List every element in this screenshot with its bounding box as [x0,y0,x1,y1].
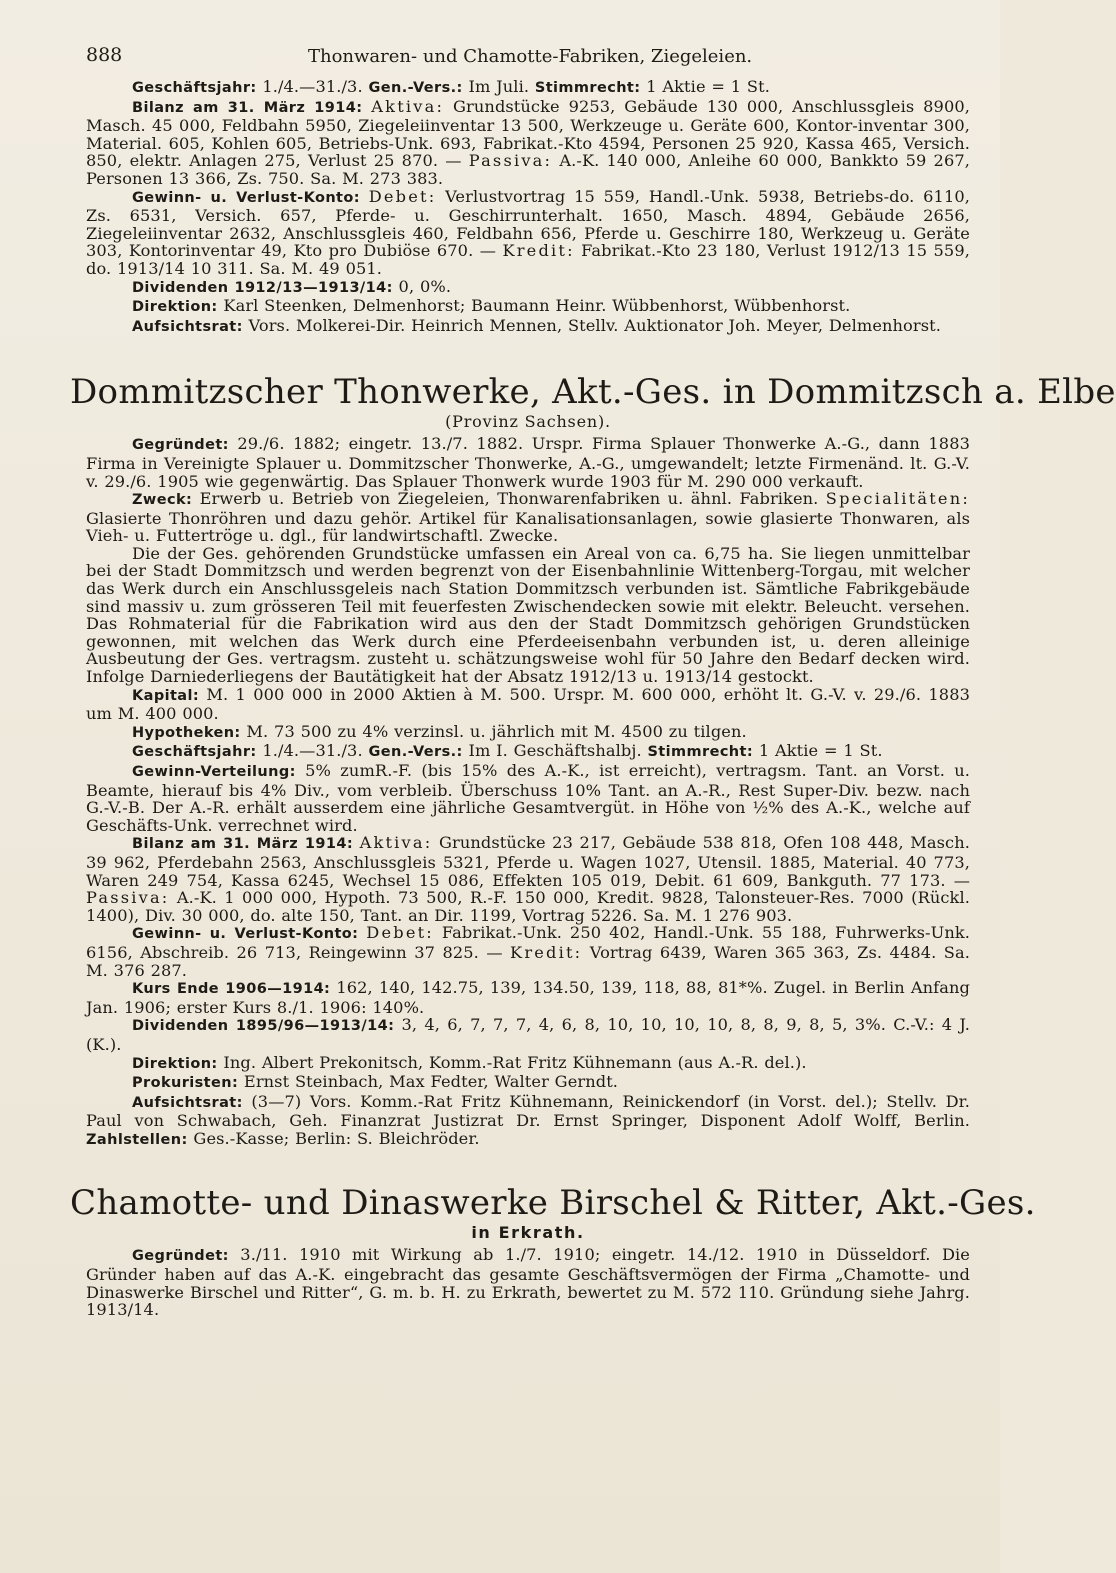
paragraph [86,924,970,979]
field-label: Gewinn-Verteilung: [132,764,296,780]
text: Fabrikat.-Unk. 250 402, Handl.-Unk. 55 188, Fuhrwerks-Unk. 6156, Abschreib. 26 713, Reingewinn 37 825. — [86,923,971,962]
running-head [86,38,970,78]
section-title: Thonwaren- und Chamotte-Fabriken, Ziegeleien. [308,46,753,67]
text: 0, 0%. [392,276,452,296]
spaced-label: Debet: [368,186,437,206]
field-label: Gewinn- u. Verlust-Konto: [132,926,359,943]
company-subtitle: in Erkrath. [471,1223,585,1243]
spaced-label: Specialitäten: [825,489,970,509]
entry-1 [86,78,970,336]
text: Karl Steenken, Delmenhorst; Baumann Heinr. Wübbenhorst, Wübbenhorst. [217,296,851,316]
paragraph [86,834,970,924]
entry-2 [70,372,1116,1149]
text: 3, 4, 6, 7, 7, 7, 4, 6, 8, 10, 10, 10, 10, 8, 8, 9, 8, 5, 3%. C.-V.: 4 J. (K.). [86,1015,970,1054]
text: Vortrag 6439, Waren 365 363, Zs. 4484. Sa. M. 376 287. [86,942,970,980]
text: A.-K. 1 000 000, Hypoth. 73 500, R.-F. 150 000, Kredit. 9828, Talonsteuer-Res. 7000 (Rückl. 1400), Div. 30 000, do. alte 150, Tant. an Dir. 1199, Vortrag 5226. Sa. M. 1 276 903. [86,888,970,925]
text: 162, 140, 142.75, 139, 134.50, 139, 118, 88, 81*%. Zugel. in Berlin Anfang Jan. 1906; erster Kurs 8./1. 1906: 140%. [86,978,971,1017]
field-label: Zahlstellen: [86,1131,188,1148]
company-subtitle: (Provinz Sachsen). [445,412,611,432]
field-label: Bilanz am 31. März 1914: [132,836,354,853]
text: 1./4.—31./3. [256,77,369,96]
field-label: Geschäftsjahr: [132,744,257,761]
field-label: Kurs Ende 1906—1914: [132,981,331,998]
paragraph: Die der Ges. gehörenden Grundstücke umfassen ein Areal von ca. 6,75 ha. Sie liegen unmittelbar bei der Stadt Dommitzsch und werden begrenzt von der Eisenbahnlinie Wittenberg-Torgau, mit welcher das Werk durch ein Anschlussgeleis nach Station Dommitzsch verbunden ist. Sämtliche Fabrikgebäude sind massiv u. zum grösseren Teil mit feuerfesten Zwischendecken sowie mit elektr. Beleucht. versehen. Das Rohmaterial für die Fabrikation wird aus den der Stadt Dommitzsch gehörigen Grundstücken gewonnen, mit welchen das Werk durch eine Pferdeeisenbahn verbunden ist, u. deren alleinige Ausbeutung der Ges. vertragsm. zusteht u. schätzungsweise wohl für 50 Jahre den Bedarf decken wird. Infolge Darniederliegens der Bautätigkeit hat der Absatz 1912/13 u. 1913/14 gestockt. [86,543,970,687]
paragraph [86,297,970,317]
field-label: Stimmrecht: [534,80,641,96]
spaced-label: Passiva: [86,888,170,908]
paragraph [86,1054,970,1074]
field-label: Prokuristen: [132,1075,239,1092]
field-label: Kapital: [132,687,200,704]
entry-3 [70,1183,1036,1320]
field-label: Direktion: [132,299,218,316]
field-label: Gegründet: [132,437,229,454]
paragraph [86,98,970,188]
text: Ing. Albert Prekonitsch, Komm.-Rat Fritz Kühnemann (aus A.-R. del.). [217,1052,807,1072]
paragraph [86,435,970,490]
field-label: Gen.-Vers.: [368,744,463,761]
text: M. 73 500 zu 4% verzinsl. u. jährlich mit M. 4500 zu tilgen. [240,721,747,741]
text: (3—7) Vors. Komm.-Rat Fritz Kühnemann, Reinickendorf (in Vorst. del.); Stellv. Dr. Paul von Schwabach, Geh. Finanzrat Justizrat Dr. Ernst Springer, Disponent Adolf Wolff, Berlin. [86,1091,970,1131]
paragraph [86,278,970,298]
company-title: Dommitzscher Thonwerke, Akt.-Ges. in Dommitzsch a. Elbe [70,372,1116,413]
text: Vors. Molkerei-Dir. Heinrich Mennen, Stellv. Auktionator Joh. Meyer, Delmenhorst. [242,315,941,335]
spaced-label: Debet: [366,923,434,943]
text: 29./6. 1882; eingetr. 13./7. 1882. Urspr. Firma Splauer Thonwerke A.-G., dann 1883 Firma in Vereinigte Splauer u. Dommitzscher Thonwerke, A.-G., umgewandelt; letzte Firmenänd. lt. G.-V. v. 29./6. 1905 wie gegenwärtig. Das Splauer Thonwerk wurde 1903 für M. 290 000 verkauft. [86,434,970,491]
paragraph [86,1016,970,1053]
field-label: Gen.-Vers.: [368,80,463,96]
field-label: Bilanz am 31. März 1914: [132,99,363,116]
text: Ernst Steinbach, Max Fedter, Walter Gerndt. [238,1072,619,1092]
page-number: 888 [86,44,123,66]
field-label: Gewinn- u. Verlust-Konto: [132,189,360,206]
text: 1 Aktie = 1 St. [753,741,883,761]
paragraph [86,1073,970,1093]
field-label: Stimmrecht: [647,744,754,761]
text: A.-K. 140 000, Anleihe 60 000, Bankkto 59 267, Personen 13 366, Zs. 750. Sa. M. 273 383. [86,151,970,188]
paragraph [86,490,970,545]
text: 5% zumR.-F. (bis 15% des A.-K., ist erreicht), vertragsm. Tant. an Vorst. u. Beamte, hierauf bis 4% Div., vom verbleib. Überschuss 10% Tant. an A.-R., Rest Super-Div. bezw. nach G.-V.-B. Der A.-R. erhält ausserdem eine jährliche Gesamtvergüt. in Höhe von ½% des A.-K., welche auf Geschäfts-Unk. verrechnet wird. [86,761,970,835]
text: 3./11. 1910 mit Wirkung ab 1./7. 1910; eingetr. 14./12. 1910 in Düsseldorf. Die Gründer haben auf das A.-K. eingebracht das gesamte Geschäftsvermögen der Firma „Chamotte- und Dinaswerke Birschel und Ritter“, G. m. b. H. zu Erkrath, bewertet zu M. 572 110. Gründung siehe Jahrg. 1913/14. [86,1245,970,1320]
text: Im Juli. [462,77,535,96]
text: Fabrikat.-Kto 23 180, Verlust 1912/13 15 559, do. 1913/14 10 311. Sa. M. 49 051. [86,241,970,278]
paragraph [86,742,970,762]
spaced-label: Aktiva: [359,833,433,853]
field-label: Direktion: [132,1055,218,1072]
text: Verlustvortrag 15 559, Handl.-Unk. 5938, Betriebs-do. 6110, Zs. 6531, Versich. 657, Pferde- u. Geschirrunterhalt. 1650, Masch. 4894, Gebäude 2656, Ziegeleiinventar 2632, Anschlussgleis 460, Feldbahn 656, Pferde u. Geschirre 180, Werkzeug u. Geräte 303, Kontorinventar 49, Kto pro Dubiöse 670. — [86,186,971,261]
paragraph [86,686,970,723]
paragraph [86,1093,970,1150]
spaced-label: Aktiva: [371,96,445,116]
spaced-label: Kredit: [510,942,583,962]
field-label: Dividenden 1895/96—1913/14: [132,1018,395,1035]
text: Grundstücke 23 217, Gebäude 538 818, Ofen 108 448, Masch. 39 962, Pferdebahn 2563, Anschlussgleis 5321, Pferde u. Wagen 1027, Utensil. 1885, Material. 40 773, Waren 249 754, Kassa 6245, Wechsel 15 086, Effekten 105 019, Debit. 61 609, Bankguth. 77 173. — [86,833,970,890]
field-label: Aufsichtsrat: [132,318,243,335]
text: Erwerb u. Betrieb von Ziegeleien, Thonwarenfabriken u. ähnl. Fabriken. [192,489,826,509]
field-label: Aufsichtsrat: [132,1094,243,1111]
text: Grundstücke 9253, Gebäude 130 000, Anschlussgleis 8900, Masch. 45 000, Feldbahn 5950, Ziegeleiinventar 13 500, Werkzeuge u. Geräte 600, Kontor-inventar 300, Material. 605, Kohlen 605, Betriebs-Unk. 693, Fabrikat.-Kto 4594, Personen 25 920, Kassa 465, Versich. 850, elektr. Anlagen 275, Verlust 25 870. — [86,96,971,171]
field-label: Geschäftsjahr: [132,80,257,96]
text: M. 1 000 000 in 2000 Aktien à M. 500. Urspr. M. 600 000, erhöht lt. G.-V. v. 29./6. 1883 um M. 400 000. [86,684,970,724]
text: Ges.-Kasse; Berlin: S. Bleichröder. [187,1128,480,1148]
paragraph [86,979,970,1016]
text: 1./4.—31./3. [256,741,369,761]
spaced-label: Kredit: [502,241,575,261]
paragraph [86,723,970,743]
paragraph [86,762,970,834]
text: Im I. Geschäftshalbj. [462,741,648,761]
field-label: Hypotheken: [132,724,241,741]
paragraph [86,78,970,98]
spaced-label: Passiva: [468,151,553,171]
text: 1 Aktie = 1 St. [640,77,770,96]
field-label: Gegründet: [132,1248,229,1265]
text: Glasierte Thonröhren und dazu gehör. Artikel für Kanalisationsanlagen, sowie glasierte Thonwaren, als Vieh- u. Futtertröge u. dgl., für landwirtschaftl. Zwecke. [86,508,970,546]
field-label: Zweck: [132,492,193,509]
company-title: Chamotte- und Dinaswerke Birschel & Ritter, Akt.-Ges. [70,1183,1036,1224]
paragraph [86,188,970,278]
paragraph [86,317,970,337]
field-label: Dividenden 1912/13—1913/14: [132,279,393,296]
paragraph [86,1246,970,1318]
